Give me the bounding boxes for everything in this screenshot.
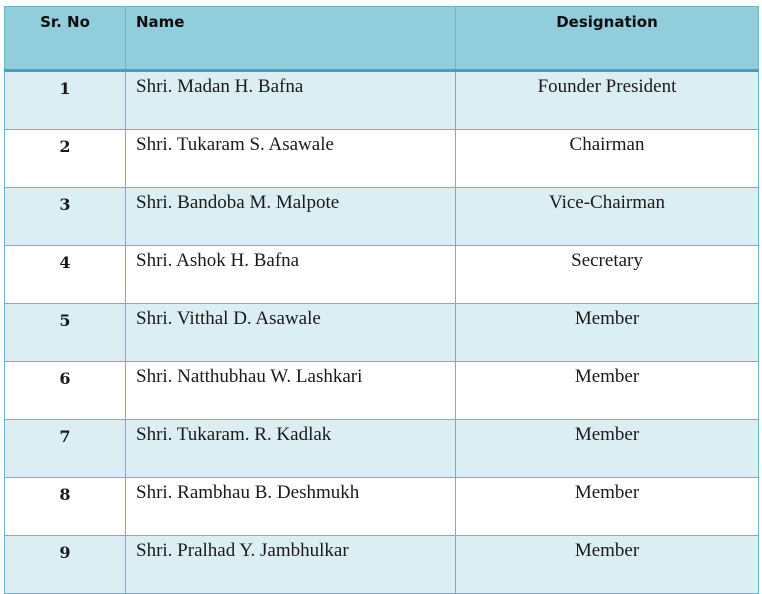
cell-srno: 2 — [5, 130, 126, 188]
cell-designation: Member — [456, 304, 759, 362]
cell-srno: 4 — [5, 246, 126, 304]
table-row — [5, 536, 759, 594]
cell-designation: Member — [456, 536, 759, 594]
cell-designation: Founder President — [456, 71, 759, 130]
cell-name: Shri. Tukaram. R. Kadlak — [126, 420, 456, 478]
header-srno: Sr. No — [5, 7, 126, 71]
cell-name: Shri. Ashok H. Bafna — [126, 246, 456, 304]
header-row — [5, 7, 759, 71]
cell-name: Shri. Madan H. Bafna — [126, 71, 456, 130]
header-designation: Designation — [456, 7, 759, 71]
cell-designation: Chairman — [456, 130, 759, 188]
table-row — [5, 304, 759, 362]
cell-name: Shri. Natthubhau W. Lashkari — [126, 362, 456, 420]
table-row — [5, 71, 759, 130]
table-header — [5, 7, 759, 71]
cell-designation: Member — [456, 420, 759, 478]
committee-table — [4, 6, 759, 594]
cell-designation: Secretary — [456, 246, 759, 304]
cell-srno: 5 — [5, 304, 126, 362]
cell-designation: Member — [456, 478, 759, 536]
cell-name: Shri. Pralhad Y. Jambhulkar — [126, 536, 456, 594]
table-row — [5, 362, 759, 420]
cell-srno: 7 — [5, 420, 126, 478]
cell-srno: 1 — [5, 71, 126, 130]
cell-name: Shri. Rambhau B. Deshmukh — [126, 478, 456, 536]
table-row — [5, 246, 759, 304]
cell-designation: Vice-Chairman — [456, 188, 759, 246]
header-name: Name — [126, 7, 456, 71]
table-row — [5, 130, 759, 188]
cell-srno: 3 — [5, 188, 126, 246]
cell-name: Shri. Bandoba M. Malpote — [126, 188, 456, 246]
cell-srno: 8 — [5, 478, 126, 536]
table-row — [5, 188, 759, 246]
table-row — [5, 420, 759, 478]
cell-name: Shri. Tukaram S. Asawale — [126, 130, 456, 188]
cell-designation: Member — [456, 362, 759, 420]
cell-name: Shri. Vitthal D. Asawale — [126, 304, 456, 362]
table-row — [5, 478, 759, 536]
cell-srno: 9 — [5, 536, 126, 594]
cell-srno: 6 — [5, 362, 126, 420]
table-body — [5, 71, 759, 594]
